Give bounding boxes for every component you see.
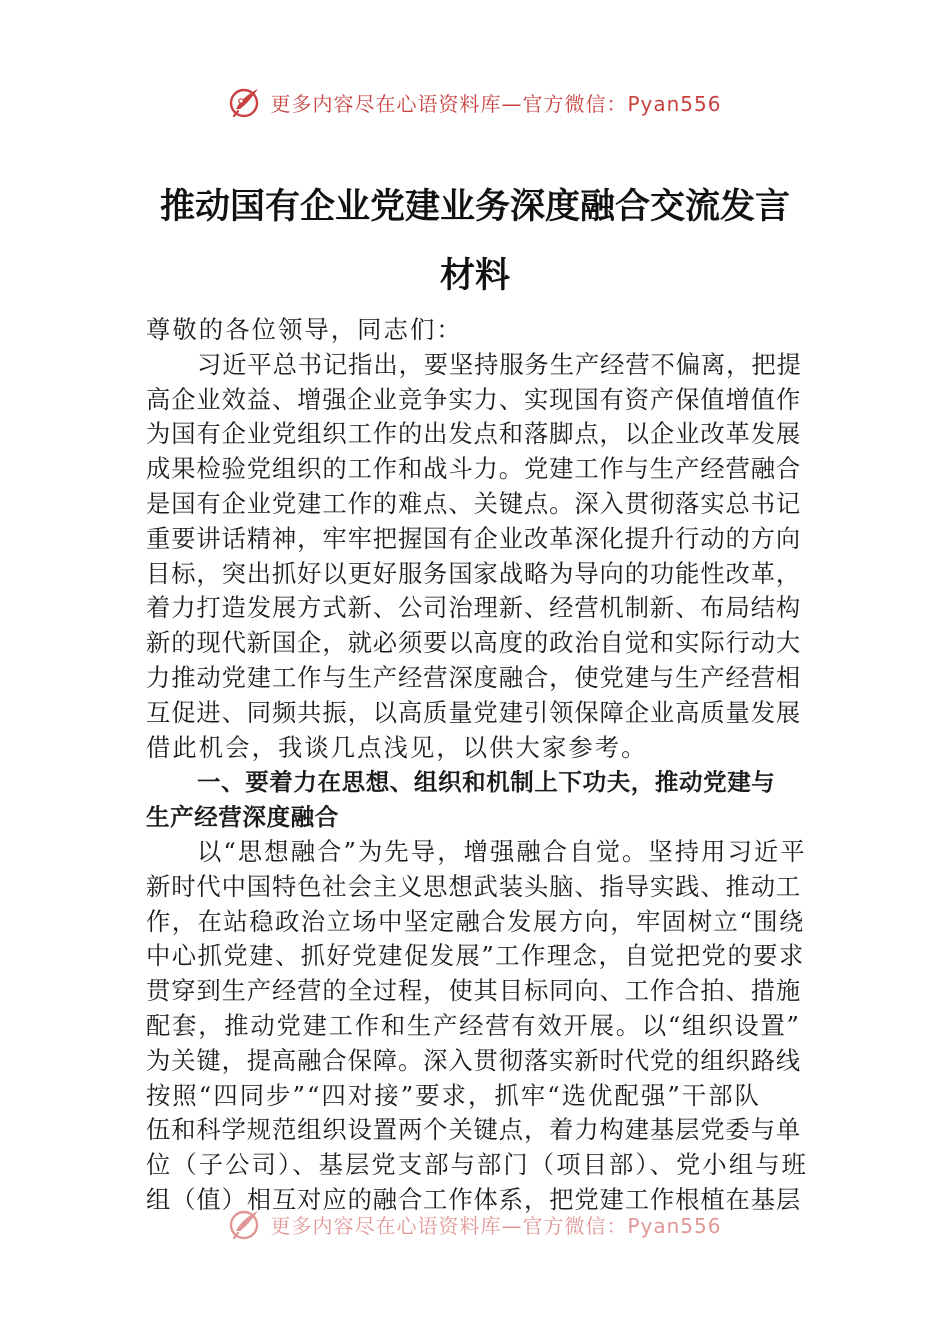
paragraph-line: 是国有企业党建工作的难点、关键点。深入贯彻落实总书记 xyxy=(146,488,802,518)
watermark-text: 更多内容尽在心语资料库—官方微信：Pyan556 xyxy=(270,1213,722,1238)
paragraph-line: 为国有企业党组织工作的出发点和落脚点，以企业改革发展 xyxy=(146,419,802,449)
watermark-banner-top xyxy=(0,82,950,122)
paragraph-line: 借此机会，我谈几点浅见，以供大家参考。 xyxy=(146,732,648,762)
paragraph-line: 新的现代新国企，就必须要以高度的政治自觉和实际行动大 xyxy=(146,628,802,658)
paragraph-line: 为关键，提高融合保障。深入贯彻落实新时代党的组织路线 xyxy=(146,1045,802,1075)
paragraph-line: 成果检验党组织的工作和战斗力。党建工作与生产经营融合 xyxy=(146,454,802,484)
paragraph-line: 互促进、同频共振，以高质量党建引领保障企业高质量发展 xyxy=(146,697,802,727)
quill-seal-logo-icon xyxy=(228,1207,262,1241)
paragraph-line: 以“思想融合”为先导，增强融合自觉。坚持用习近平 xyxy=(197,836,807,866)
paragraph-line: 伍和科学规范组织设置两个关键点，着力构建基层党委与单 xyxy=(146,1115,802,1145)
paragraph-line: 目标，突出抓好以更好服务国家战略为导向的功能性改革， xyxy=(146,558,802,588)
paragraph-line: 新时代中国特色社会主义思想武装头脑、指导实践、推动工 xyxy=(146,871,802,901)
paragraph-line: 位（子公司）、基层党支部与部门（项目部）、党小组与班 xyxy=(146,1150,809,1180)
paragraph-line: 重要讲话精神，牢牢把握国有企业改革深化提升行动的方向 xyxy=(146,523,802,553)
watermark-banner-bottom xyxy=(0,1204,950,1244)
paragraph-line: 按照“四同步”“四对接”要求，抓牢“选优配强”干部队 xyxy=(146,1080,762,1110)
paragraph-line: 组（值）相互对应的融合工作体系，把党建工作根植在基层 xyxy=(146,1184,802,1214)
paragraph-line: 配套，推动党建工作和生产经营有效开展。以“组织设置” xyxy=(146,1010,801,1040)
document-title-line-2: 材料 xyxy=(439,255,510,296)
salutation: 尊敬的各位领导，同志们： xyxy=(146,315,463,344)
quill-seal-logo-icon xyxy=(228,85,262,119)
paragraph-line: 力推动党建工作与生产经营深度融合，使党建与生产经营相 xyxy=(146,662,802,692)
paragraph-line: 贯穿到生产经营的全过程，使其目标同向、工作合拍、措施 xyxy=(146,976,802,1006)
paragraph-line: 作，在站稳政治立场中坚定融合发展方向，牢固树立“围绕 xyxy=(146,906,805,936)
section-heading-line: 生产经营深度融合 xyxy=(146,803,339,832)
document-title-line-1: 推动国有企业党建业务深度融合交流发言 xyxy=(159,186,790,227)
paragraph-line: 高企业效益、增强企业竞争实力、实现国有资产保值增值作 xyxy=(146,384,802,414)
watermark-text: 更多内容尽在心语资料库—官方微信：Pyan556 xyxy=(270,91,722,116)
document-body xyxy=(146,313,808,1218)
paragraph-line: 着力打造发展方式新、公司治理新、经营机制新、布局结构 xyxy=(146,593,802,623)
paragraph-line: 习近平总书记指出，要坚持服务生产经营不偏离，把提 xyxy=(197,349,802,379)
section-heading-line: 一、要着力在思想、组织和机制上下功夫，推动党建与 xyxy=(197,768,776,797)
paragraph-line: 中心抓党建、抓好党建促发展”工作理念，自觉把党的要求 xyxy=(146,941,805,971)
